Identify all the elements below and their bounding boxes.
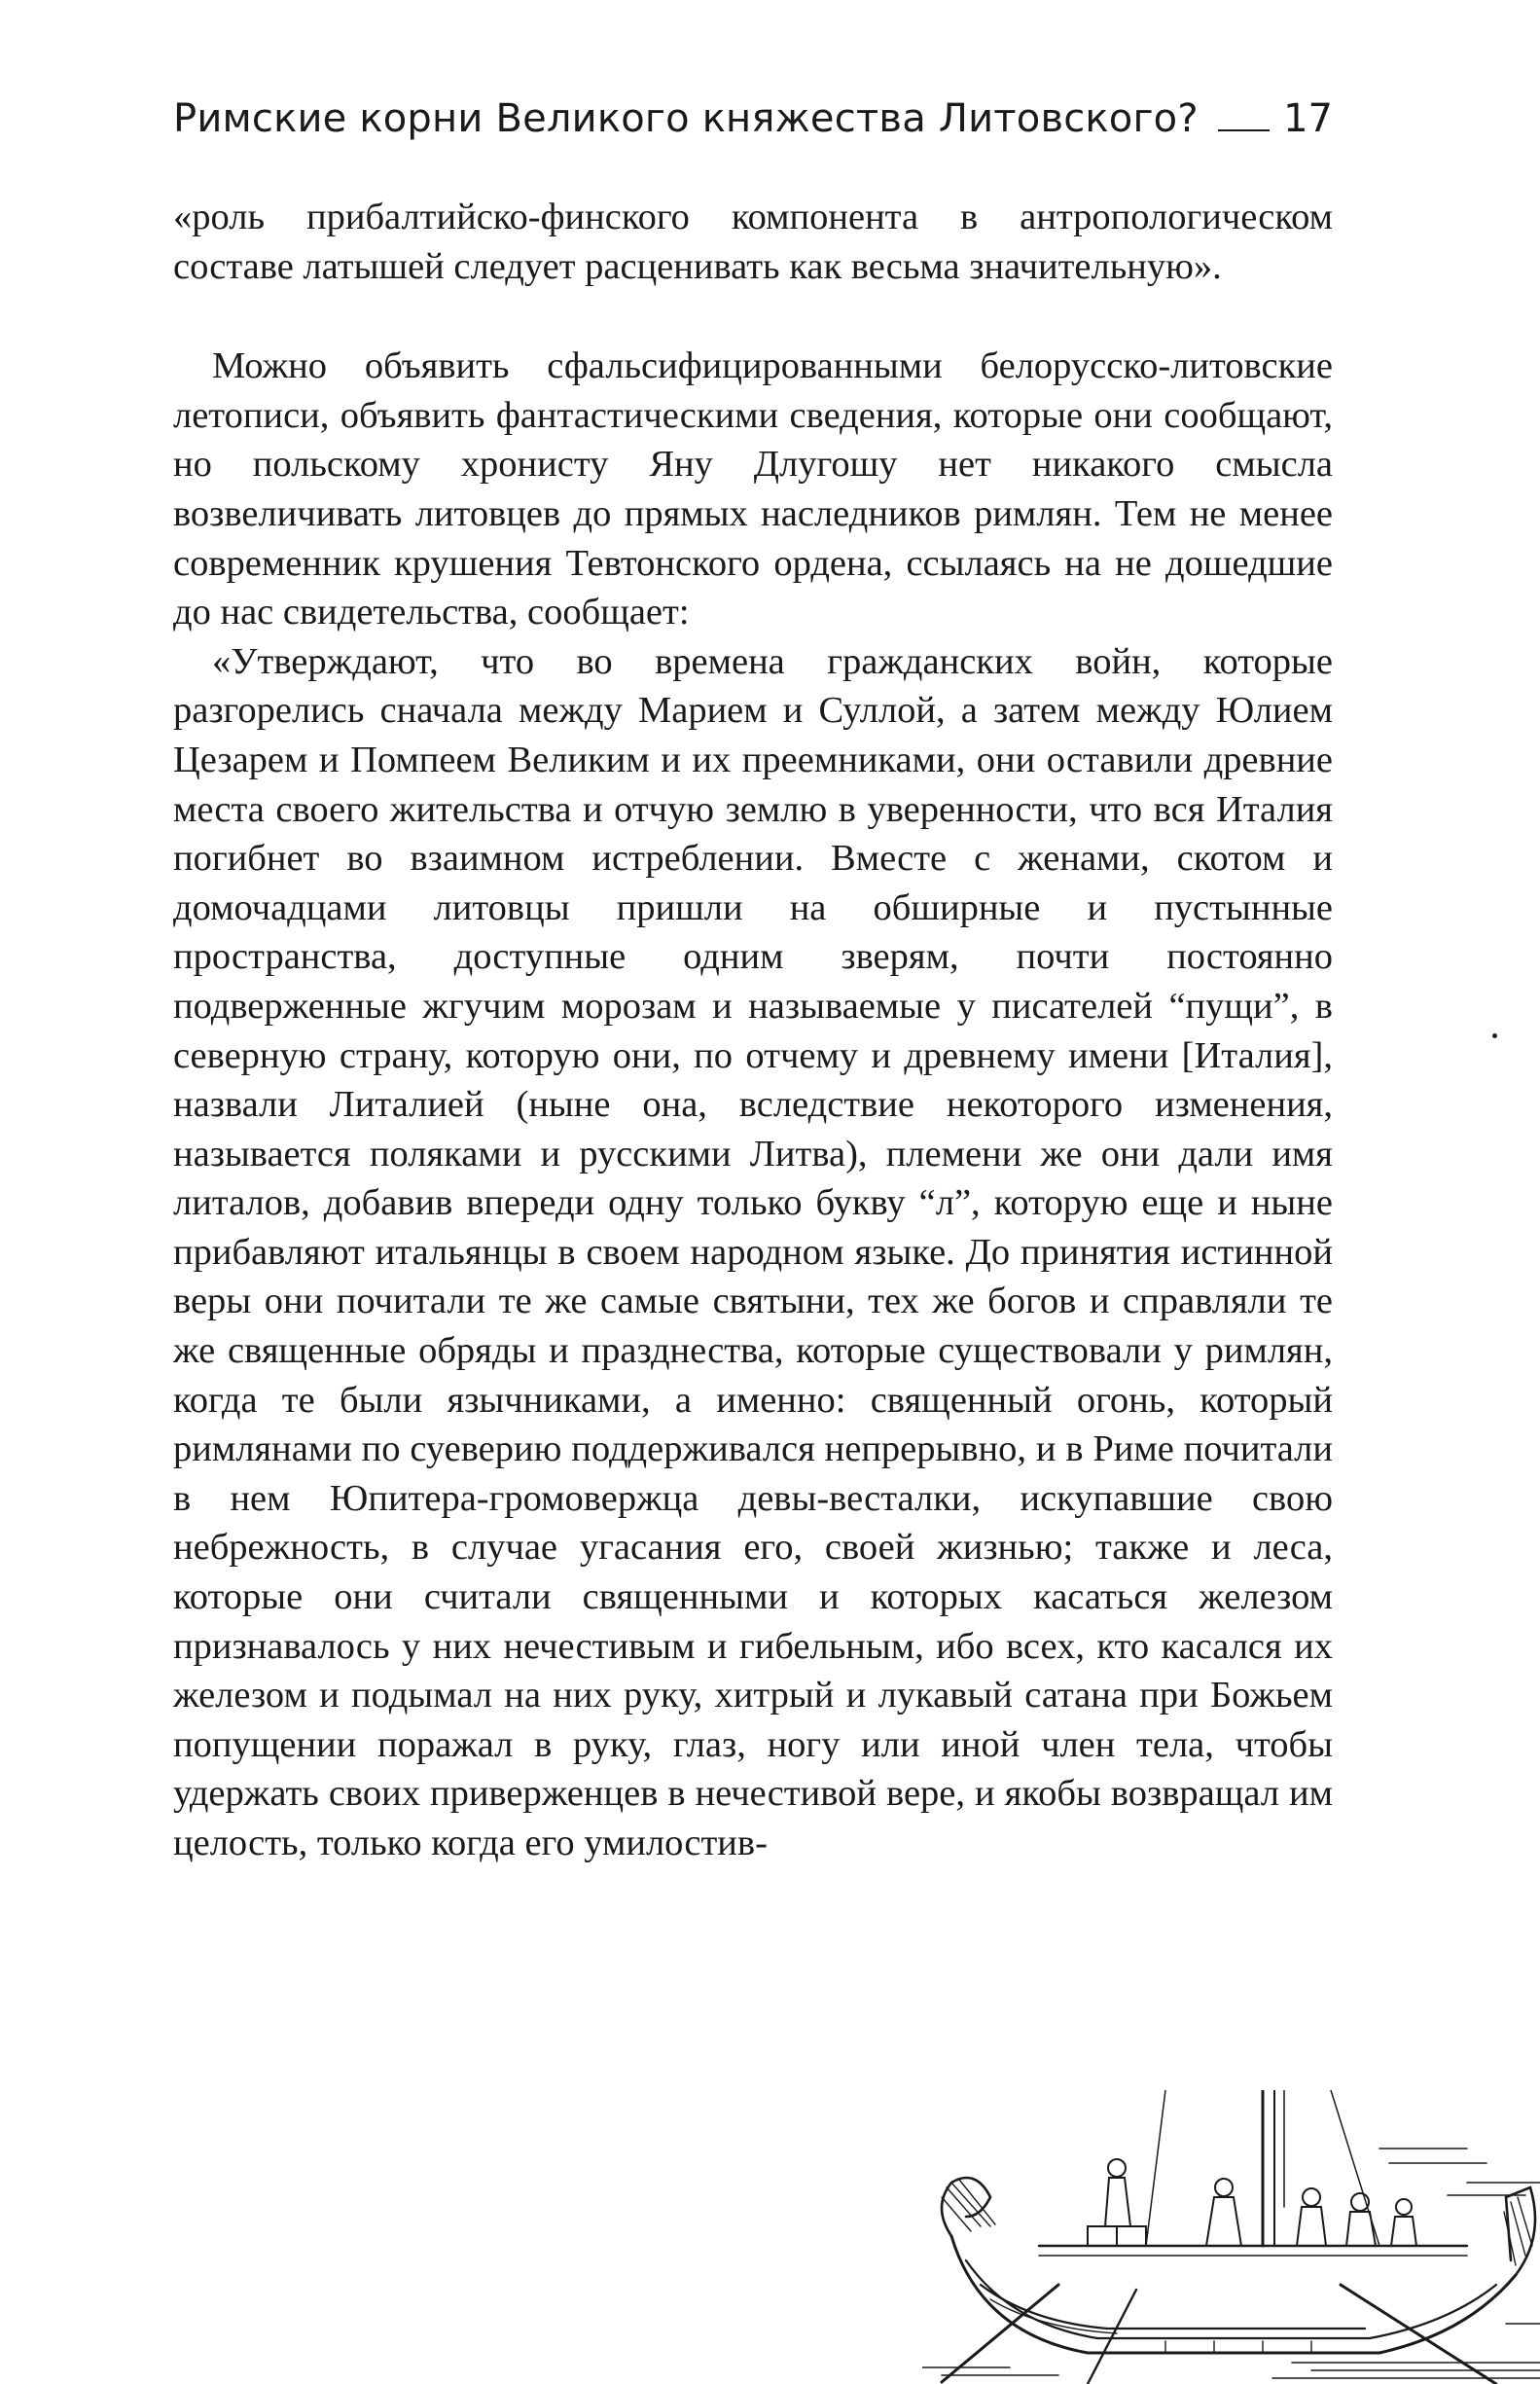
running-head-title: Римские корни Великого княжества Литовского?	[173, 96, 1199, 141]
quotation-paragraph: «Утверждают, что во времена гражданских войн, которые разгорелись сначала между Марием и Суллой, а затем между Юлием Цезарем и Помпеем Великим и их преемниками, они оставили древние места своего жительства и отчую землю в уверенности, что вся Италия погибнет во взаимном истреблении. Вместе с женами, скотом и домочадцами литовцы пришли на обширные и пустынные пространства, доступные одним зверям, почти постоянно подверженные жгучим морозам и называемые у писателей “пущи”, в северную страну, которую они, по отчему и древнему имени [Италия], назвали Литалией (ныне она, вследствие некоторого изменения, называется поляками и русскими Литва), племени же они дали имя литалов, добавив впереди одну только букву “л”, которую еще и ныне прибавляют итальянцы в своем народном языке. До принятия истинной веры они почитали те же самые святыни, тех же богов и справляли те же священные обряды и празднества, которые существовали у римлян, когда те были язычниками, а именно: священный огонь, который римлянами по суеверию поддерживался непрерывно, и в Риме почитали в нем Юпитера-громовержца девы-весталки, искупавшие свою небрежность, в случае угасания его, своей жизнью; также и леса, которые они считали священными и которых касаться железом признавалось у них нечестивым и гибельным, ибо всех, кто касался их железом и подымал на них руку, хитрый и лукавый сатана при Божьем попущении поражал в руку, глаз, ногу или иной член тела, чтобы удержать своих приверженцев в нечестивой вере, и якобы возвращал им целость, только когда его умилостив-	[173, 640, 1333, 1863]
ship-engraving-icon	[922, 2090, 1540, 2384]
paragraph-continuation: «роль прибалтийско-финского компонента в антропологическом составе латышей следует расценивать как весьма значительную».	[173, 197, 1333, 287]
running-head-rule	[1218, 129, 1270, 131]
page-number: 17	[1283, 96, 1333, 141]
running-head	[173, 90, 1333, 148]
print-speck	[1492, 1033, 1497, 1038]
paragraph: Можно объявить сфальсифицированными белорусско-литовские летописи, объявить фантастическими сведения, которые они сообщают, но польскому хронисту Яну Длугошу нет никакого смысла возвеличивать литовцев до прямых наследников римлян. Тем не менее современник крушения Тевтонского ордена, ссылаясь на не дошедшие до нас свидетельства, сообщает:	[173, 345, 1333, 633]
body-text	[173, 193, 1333, 1868]
